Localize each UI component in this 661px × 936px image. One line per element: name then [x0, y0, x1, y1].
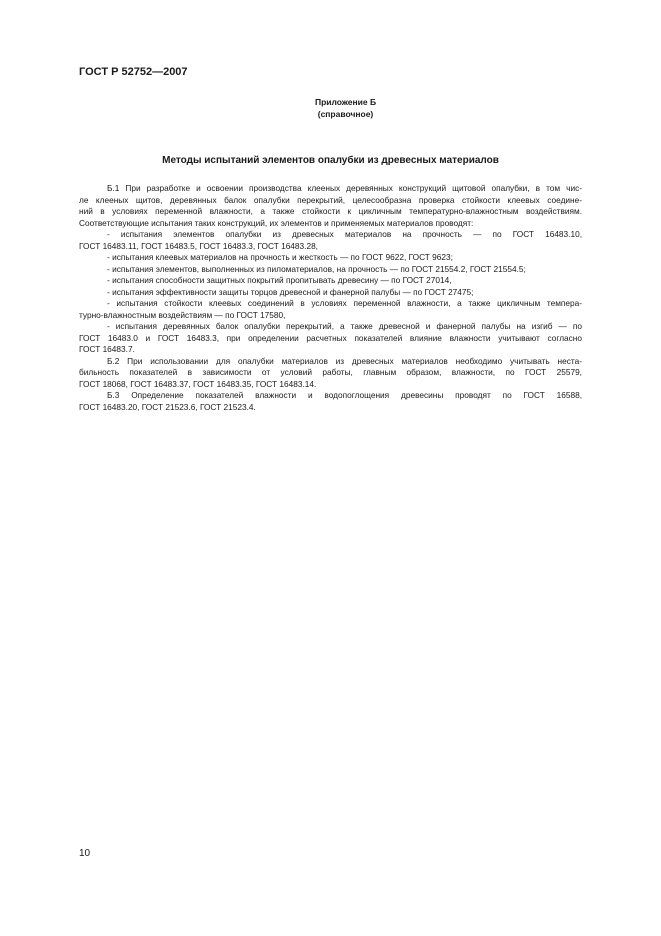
- appendix-title: Приложение Б: [314, 97, 377, 107]
- text-line: ГОСТ 16483.11, ГОСТ 16483.5, ГОСТ 16483.3, ГОСТ 16483.28,: [79, 240, 318, 251]
- text-line: ГОСТ 16483.20, ГОСТ 21523.6, ГОСТ 21523.4.: [79, 401, 256, 412]
- document-header: ГОСТ Р 52752—2007: [79, 66, 188, 78]
- text-line: ле клееных щитов, деревянных балок опалубки перекрытий, целесообразна проверка стойкости клеевых соедине-: [79, 194, 582, 205]
- text-line: ГОСТ 18068, ГОСТ 16483.37, ГОСТ 16483.35, ГОСТ 16483.14.: [79, 378, 317, 389]
- text-line: - испытания деревянных балок опалубки перекрытий, а также древесной и фанерной палубы на изгиб — по: [107, 321, 582, 331]
- text-line: - испытания способности защитных покрытий пропитывать древесину — по ГОСТ 27014,: [107, 275, 452, 285]
- text-line: Б.3 Определение показателей влажности и водопоглощения древесины проводят по ГОСТ 16588,: [107, 390, 582, 400]
- text-line: - испытания элементов, выполненных из пиломатериалов, на прочность — по ГОСТ 21554.2, ГОСТ 21554.5;: [107, 263, 526, 274]
- text-line: турно-влажностным воздействиям — по ГОСТ 17580,: [79, 309, 286, 320]
- text-line: Соответствующие испытания таких конструкций, их элементов и применяемых материалов проводят:: [79, 217, 474, 228]
- section-title: Методы испытаний элементов опалубки из древесных материалов: [162, 155, 499, 166]
- text-line: - испытания клеевых материалов на прочность и жесткость — по ГОСТ 9622, ГОСТ 9623;: [107, 252, 453, 262]
- body-text: [79, 183, 582, 413]
- text-line: - испытания эффективности защиты торцов древесной и фанерной палубы — по ГОСТ 27475;: [107, 286, 474, 297]
- appendix-note: (справочное): [317, 109, 374, 119]
- text-line: - испытания элементов опалубки из древесных материалов на прочность — по ГОСТ 16483.10,: [107, 229, 582, 239]
- text-line: ГОСТ 16483.7.: [79, 344, 135, 354]
- page-number: 10: [79, 848, 91, 859]
- text-line: ний в условиях переменной влажности, а также стойкости к цикличным температурно-влажностным воздействиям.: [79, 206, 582, 216]
- text-line: Б.1 При разработке и освоении производства клееных деревянных конструкций щитовой опалубки, в том чис-: [107, 183, 582, 193]
- text-line: - испытания стойкости клеевых соединений в условиях переменной влажности, а также цикличным темпера-: [107, 298, 582, 308]
- text-line: ГОСТ 16483.0 и ГОСТ 16483.3, при определении расчетных показателей влияние влажности учитывают согласно: [79, 332, 582, 343]
- text-line: Б.2 При использовании для опалубки материалов из древесных материалов необходимо учитывать неста-: [107, 355, 582, 366]
- text-line: бильность показателей в зависимости от условий работы, главным образом, влажности, по ГОСТ 25579,: [79, 367, 582, 377]
